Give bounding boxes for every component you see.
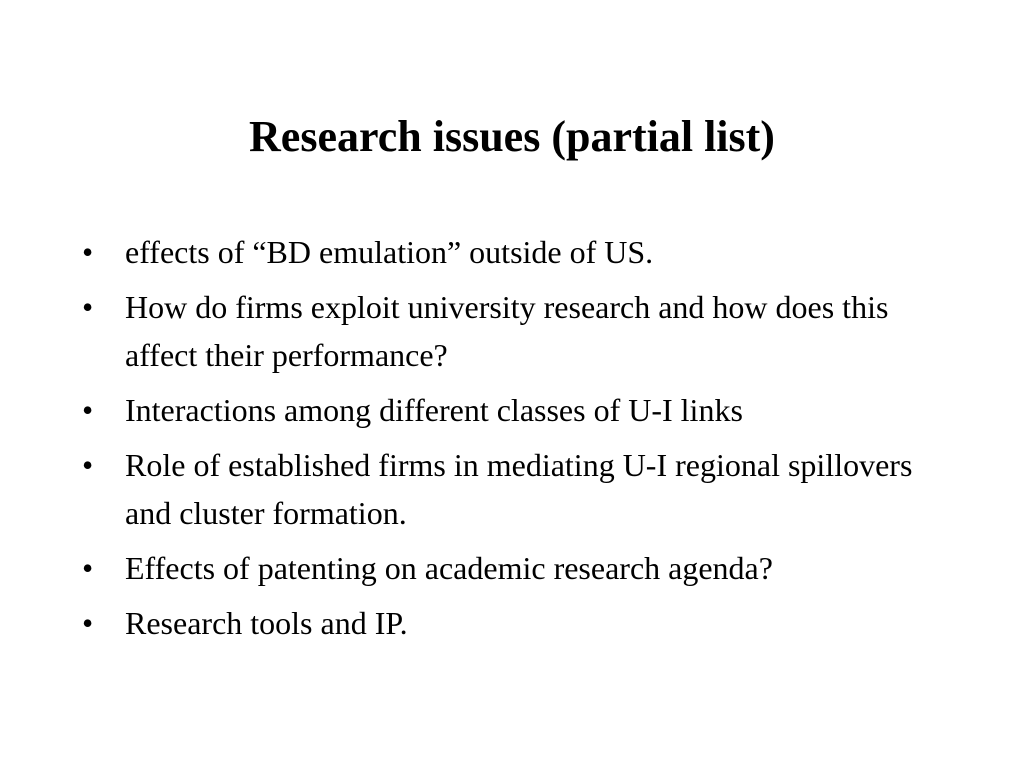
bullet-text: Research tools and IP. — [125, 605, 408, 641]
bullet-item — [82, 441, 962, 537]
slide-title: Research issues (partial list) — [249, 112, 775, 161]
bullet-text: How do firms exploit university research and how does this affect their performance? — [125, 289, 889, 373]
bullet-item — [82, 599, 962, 647]
bullet-item — [82, 544, 962, 592]
bullet-icon: • — [82, 392, 94, 428]
bullet-icon: • — [82, 605, 94, 641]
bullet-item — [82, 228, 962, 276]
bullet-text: effects of “BD emulation” outside of US. — [125, 234, 654, 270]
bullet-text: Interactions among different classes of U-I links — [125, 392, 743, 428]
bullet-item — [82, 283, 962, 379]
bullet-icon: • — [82, 550, 94, 586]
bullet-icon: • — [82, 234, 94, 270]
bullet-item — [82, 386, 962, 434]
bullet-text: Effects of patenting on academic research agenda? — [125, 550, 773, 586]
bullet-icon: • — [82, 447, 94, 483]
bullet-list — [82, 228, 962, 654]
bullet-text: Role of established firms in mediating U-I regional spillovers and cluster formation. — [125, 447, 913, 531]
bullet-icon: • — [82, 289, 94, 325]
